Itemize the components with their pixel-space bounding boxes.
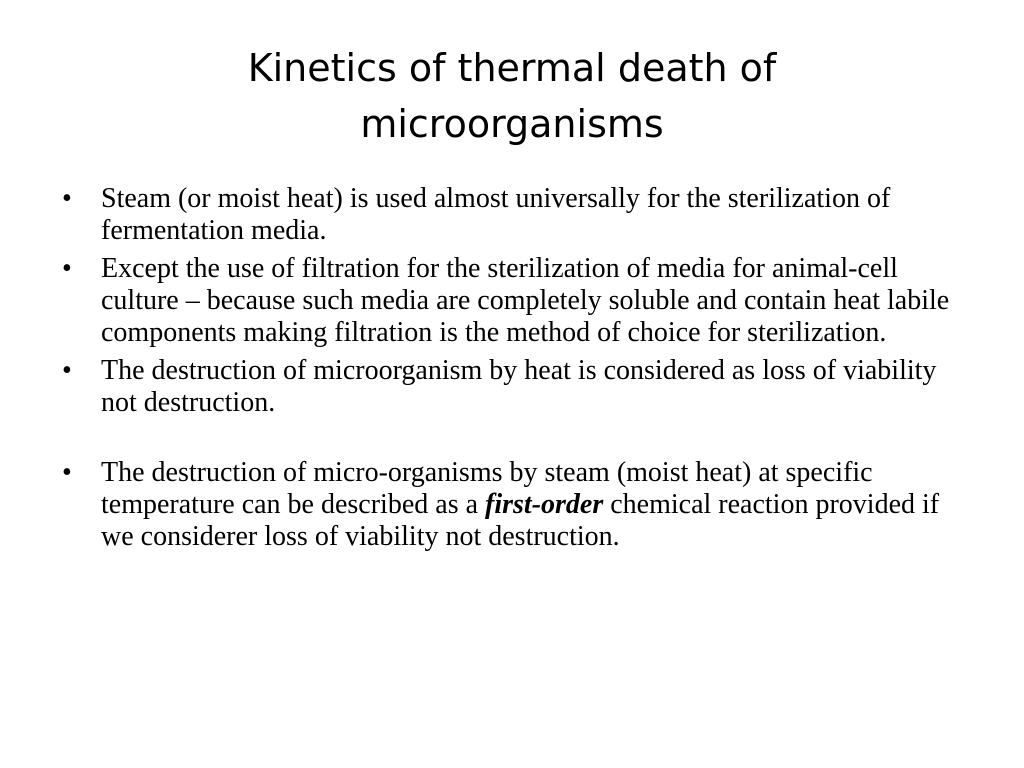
- bullet-text: [101, 457, 939, 552]
- bullet-dot-icon: •: [62, 183, 72, 214]
- bullet-item-filtration: [62, 253, 967, 349]
- bullet-text-after: chemical reaction provided if we considerer loss of viability not destruction.: [101, 489, 940, 552]
- bullet-item-steam: [62, 183, 967, 247]
- bullet-emphasis: first-order: [485, 489, 604, 520]
- bullet-text: Steam (or moist heat) is used almost universally for the sterilization of fermentation media.: [101, 183, 891, 246]
- bullet-list: [62, 183, 967, 559]
- bullet-item-destruction-heat: [62, 355, 967, 419]
- slide-title: [60, 40, 964, 152]
- slide-title-line-1: Kinetics of thermal death of: [247, 46, 777, 90]
- bullet-text: Except the use of filtration for the sterilization of media for animal-cell culture – because such media are completely soluble and contain heat labile components making filtration is the method of choice for sterilization.: [101, 253, 950, 348]
- bullet-item-first-order: [62, 457, 967, 553]
- slide-title-line-2: microorganisms: [360, 102, 664, 146]
- bullet-text-before: The destruction of micro-organisms by steam (moist heat) at specific temperature can be described as a: [101, 457, 873, 520]
- bullet-text: The destruction of microorganism by heat is considered as loss of viability not destruction.: [101, 355, 937, 418]
- bullet-dot-icon: •: [62, 457, 72, 488]
- bullet-dot-icon: •: [62, 253, 72, 284]
- bullet-dot-icon: •: [62, 355, 72, 386]
